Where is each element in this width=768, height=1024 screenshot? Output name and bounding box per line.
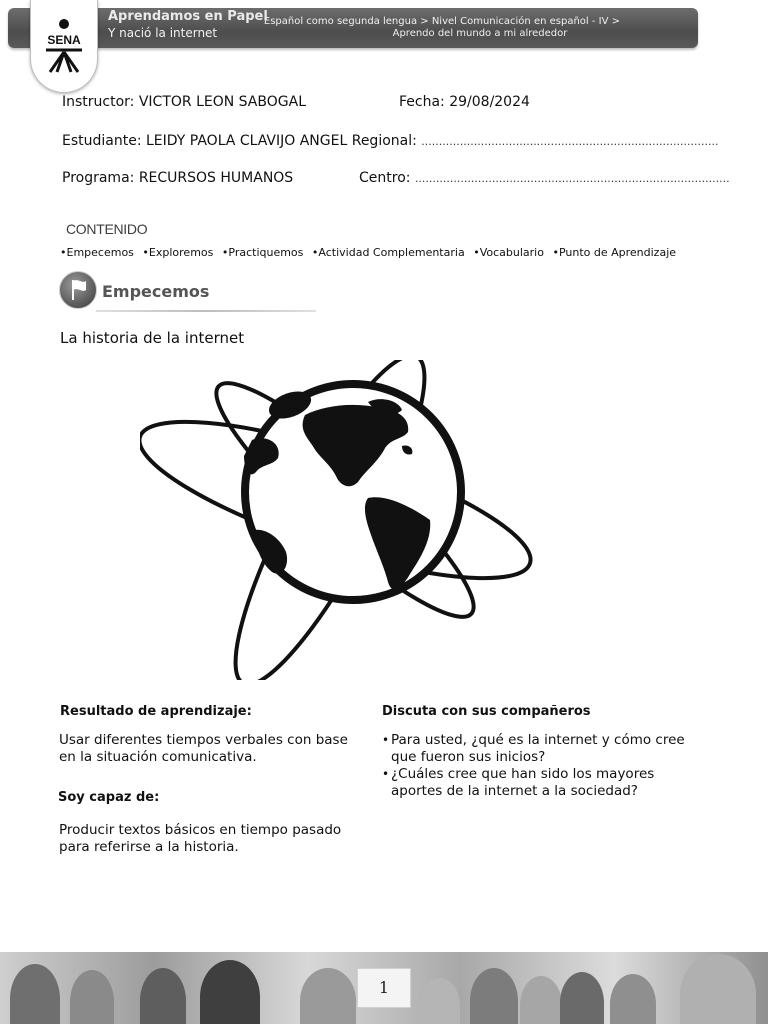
instructor-line: Instructor: VICTOR LEON SABOGAL bbox=[62, 94, 306, 110]
toc-item-actividad[interactable]: • Actividad Complementaria bbox=[312, 246, 465, 259]
series-title: Aprendamos en Papel bbox=[108, 9, 268, 24]
breadcrumb-line-2: Aprendo del mundo a mi alrededor bbox=[392, 28, 568, 39]
toc-item-vocabulario[interactable]: • Vocabulario bbox=[473, 246, 544, 259]
photo-person bbox=[610, 974, 656, 1024]
breadcrumb-line-1: Español como segunda lengua > Nivel Comunicación en español - IV > bbox=[263, 16, 620, 27]
centro-blank: .......................................................................................... bbox=[414, 172, 730, 185]
contenido-heading: CONTENIDO bbox=[66, 221, 148, 237]
unit-title: Y nació la internet bbox=[108, 26, 218, 40]
breadcrumb bbox=[220, 16, 620, 40]
centro-label: Centro: bbox=[359, 170, 411, 186]
logo-text: SENA bbox=[47, 33, 81, 47]
globe-illustration bbox=[140, 360, 540, 680]
photo-person bbox=[560, 972, 604, 1024]
photo-person bbox=[10, 964, 60, 1024]
discuta-heading: Discuta con sus compañeros bbox=[382, 704, 591, 719]
photo-person bbox=[680, 954, 756, 1024]
toc-item-practiquemos[interactable]: • Practiquemos bbox=[222, 246, 304, 259]
toc-item-exploremos[interactable]: • Exploremos bbox=[142, 246, 213, 259]
flag-icon bbox=[59, 271, 97, 309]
photo-person bbox=[70, 970, 114, 1024]
contenido-list bbox=[60, 246, 681, 259]
regional-label: Regional: bbox=[351, 133, 417, 149]
sena-logo bbox=[30, 0, 98, 93]
fecha-line: Fecha: 29/08/2024 bbox=[399, 94, 530, 110]
resultado-heading: Resultado de aprendizaje: bbox=[60, 704, 252, 719]
discuta-bullet-2: • ¿Cuáles cree que han sido los mayores aportes de la internet a la sociedad? bbox=[382, 766, 702, 800]
toc-item-empecemos[interactable]: • Empecemos bbox=[60, 246, 134, 259]
section-divider bbox=[96, 310, 316, 312]
capaz-heading: Soy capaz de: bbox=[58, 790, 160, 805]
header-band bbox=[8, 8, 698, 48]
photo-person bbox=[520, 976, 562, 1024]
discuta-list bbox=[382, 732, 702, 800]
regional-blank: ..................................................................................... bbox=[421, 135, 719, 148]
photo-person bbox=[300, 968, 356, 1024]
capaz-text: Producir textos básicos en tiempo pasado para referirse a la historia. bbox=[59, 822, 342, 855]
resultado-text: Usar diferentes tiempos verbales con base en la situación comunicativa. bbox=[59, 732, 348, 765]
section-title: Empecemos bbox=[102, 282, 210, 301]
photo-person bbox=[420, 978, 460, 1024]
page-number: 1 bbox=[357, 968, 411, 1008]
photo-person bbox=[200, 960, 260, 1024]
discuta-bullet-1: • Para usted, ¿qué es la internet y cómo cree que fueron sus inicios? bbox=[382, 732, 702, 766]
estudiante-line bbox=[62, 133, 719, 149]
estudiante-value: Estudiante: LEIDY PAOLA CLAVIJO ANGEL bbox=[62, 133, 348, 149]
lead-text: La historia de la internet bbox=[60, 329, 245, 347]
centro-line bbox=[359, 170, 730, 186]
photo-person bbox=[140, 968, 186, 1024]
programa-line: Programa: RECURSOS HUMANOS bbox=[62, 170, 294, 186]
toc-item-punto[interactable]: • Punto de Aprendizaje bbox=[552, 246, 676, 259]
photo-person bbox=[470, 968, 518, 1024]
